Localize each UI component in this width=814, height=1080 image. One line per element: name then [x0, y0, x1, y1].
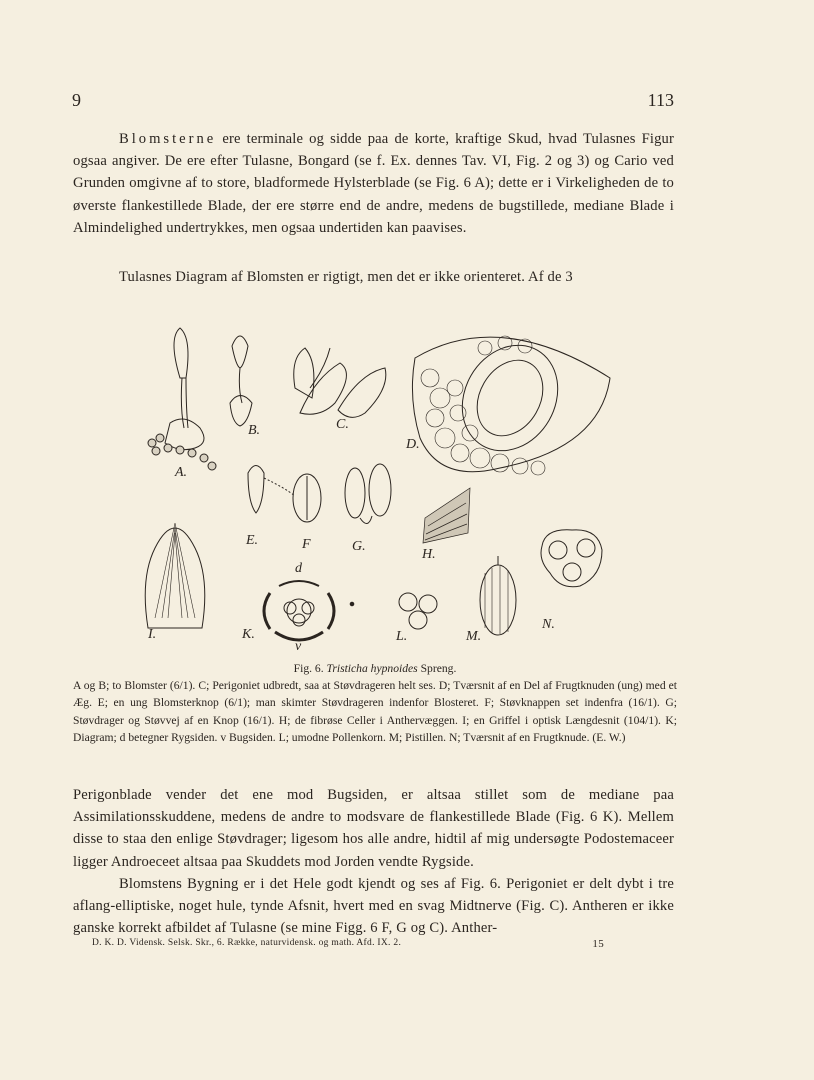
page-number-right: 113	[647, 90, 674, 110]
figure-label-e: E.	[246, 533, 259, 548]
figure-f-anther	[264, 474, 321, 522]
figure-label-v-ventral: v	[295, 639, 302, 650]
figure-label-k: K.	[242, 627, 255, 642]
figure-label-n: N.	[542, 617, 555, 632]
paragraph-diagram	[73, 266, 674, 288]
paragraph-text: Blomstens Bygning er i det Hele godt kjendt og ses af Fig. 6. Perigoniet er delt dybt i tre aflang-elliptiske, noget hule, tynde Afsnit, hvert med en svag Midtnerve (Fig. C). Antheren er ikke ganske korrekt afbildet af Tulasne (se mine Figg. 6 F, G og C). Anther-	[73, 875, 674, 937]
figure-a-flower	[148, 328, 216, 470]
caption-body: A og B; to Blomster (6/1). C; Perigoniet udbredt, saa at Støvdrageren helt ses. D; Tværsnit af en Del af Frugtknuden (ung) med et Æg. E; en ung Blomsterknop (6/1); man skimter Støvdrageren indenfor Blosteret. F; Støvknappen set indenfra (16/1). G; Støvdrager og Støvvej af en Knop (16/1). H; de fibrøse Celler i Anthervæggen. I; en Griffel i optisk Længdesnit (104/1). K; Diagram; d betegner Rygsiden. v Bugsiden. L; umodne Pollenkorn. M; Pistillen. N; Tværsnit af en Frugtknude. (E. W.)	[73, 679, 677, 744]
figure-d-cross-section	[412, 328, 610, 475]
paragraph-text: ere terminale og sidde paa de korte, kraftige Skud, hvad Tulasnes Figur ogsaa angiver. De ere efter Tulasne, Bongard (se f. Ex. dennes Tav. VI, Fig. 2 og 3) og Cario ved Grunden omgivne af to store, bladformede Hylsterblade (se Fig. 6 A); dette er i Virkeligheden de to øverste flankestillede Blade, der ere større end de andre, medens de bugstillede, mediane Blade i Almindelighed undertrykkes, men ogsaa undertiden kan paavises.	[73, 131, 674, 236]
paragraph-lead-word: Blomsterne	[119, 131, 217, 147]
figure-b-flower	[230, 336, 252, 426]
figure-i-style	[145, 523, 205, 628]
figure-k-diagram	[264, 581, 354, 640]
figure-h-fibrous-cells	[423, 488, 470, 543]
figure-e-bud	[248, 466, 264, 514]
figure-l-pollen	[399, 593, 437, 629]
figure-n-fruit-section	[541, 530, 602, 587]
paragraph-text: Tulasnes Diagram af Blomsten er rigtigt, men det er ikke orienteret. Af de 3	[119, 269, 573, 285]
figure-caption	[73, 660, 677, 746]
figure-label-d: D.	[406, 437, 420, 452]
figure-g-stamen	[345, 464, 391, 524]
caption-title: Fig. 6. Tristicha hypnoides Spreng.	[293, 662, 457, 675]
figure-label-g: G.	[352, 539, 366, 554]
paragraph-flowers	[73, 128, 674, 239]
figure-c-perigon	[294, 348, 386, 417]
figure-label-d-dorsal: d	[295, 561, 302, 576]
page-number-left: 9	[72, 90, 81, 110]
figure-m-pistil	[480, 556, 516, 635]
botanical-figure	[140, 318, 620, 650]
figure-label-f: F	[302, 537, 311, 552]
figure-label-a: A.	[175, 465, 188, 480]
footer-sheet-number: 15	[592, 938, 604, 950]
footer-journal: D. K. D. Vidensk. Selsk. Skr., 6. Række, naturvidensk. og math. Afd. IX. 2.	[92, 938, 402, 948]
footer-signature	[92, 938, 604, 948]
figure-label-l: L.	[396, 629, 408, 644]
paragraph-perigon	[73, 784, 674, 939]
figure-label-i: I.	[148, 627, 157, 642]
paragraph-text: Perigonblade vender det ene mod Bugsiden, er altsaa stillet som de mediane paa Assimilationsskuddene, medens de andre to modsvare de flankestillede Blade (Fig. 6 K). Mellem disse to staa den enlige Støvdrager; ligesom hos alle andre, hidtil af mig undersøgte Podostemaceer ligger Androeceet altsaa paa Skuddets mod Jorden vendte Rygside.	[73, 787, 674, 870]
figure-label-c: C.	[336, 417, 349, 432]
figure-label-m: M.	[466, 629, 482, 644]
figure-label-h: H.	[422, 547, 436, 562]
figure-label-b: B.	[248, 423, 261, 438]
